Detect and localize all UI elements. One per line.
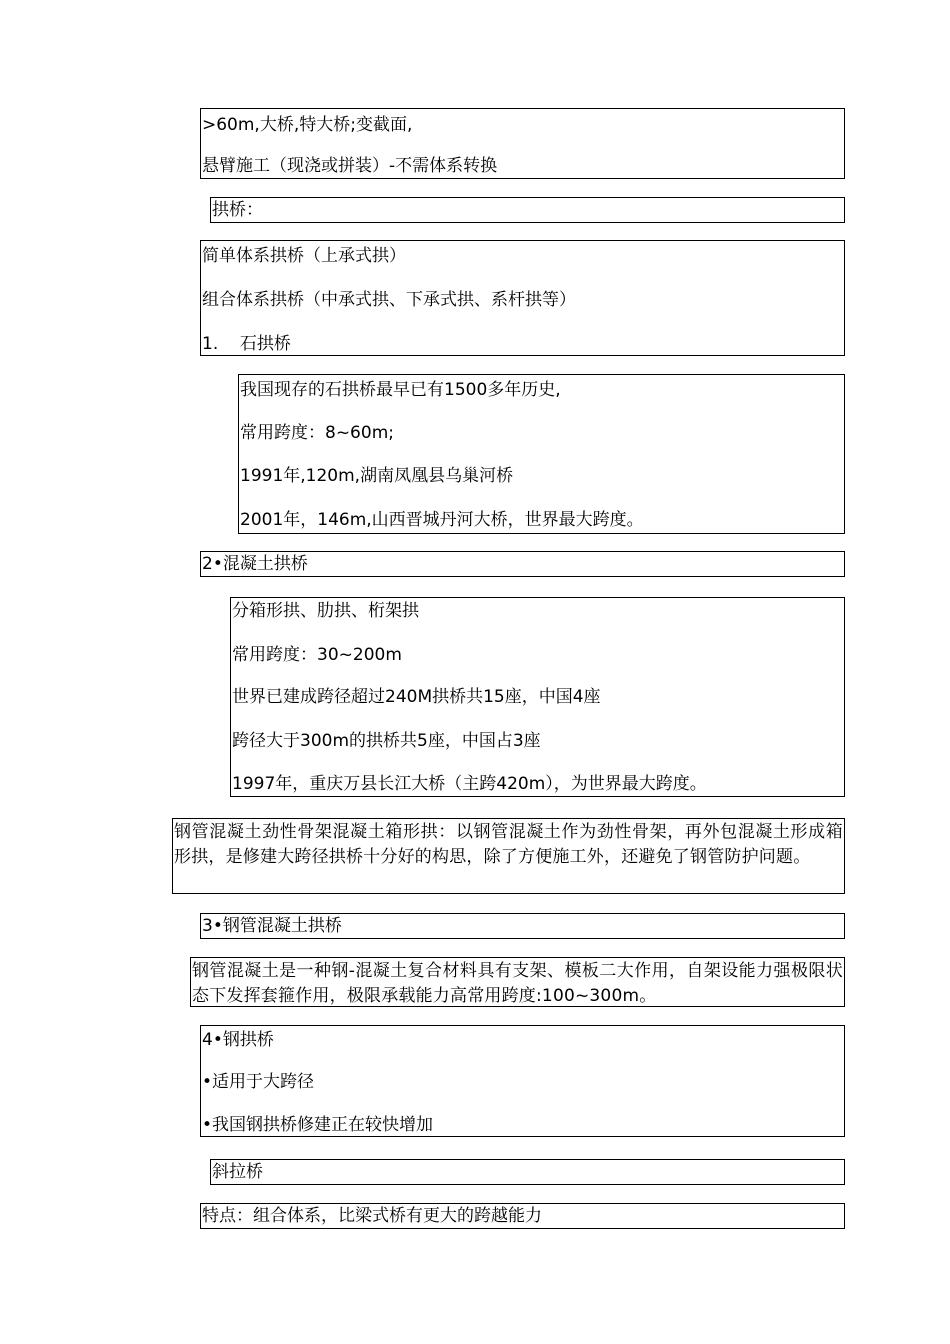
concrete-arch-line-2: 常用跨度：30~200m (232, 645, 402, 665)
stone-arch-line-1: 我国现存的石拱桥最早已有1500多年历史, (240, 380, 561, 400)
arch-types-box (200, 240, 845, 356)
concrete-arch-line-1: 分箱形拱、肋拱、桁架拱 (232, 601, 419, 621)
steel-tube-skeleton-box (172, 818, 845, 894)
steel-tube-box (190, 957, 845, 1007)
steel-arch-box (200, 1025, 845, 1137)
cable-stayed-feature: 特点：组合体系，比梁式桥有更大的跨越能力 (202, 1206, 542, 1226)
beam-bridge-line-2: 悬臂施工（现浇或拼装）-不需体系转换 (202, 156, 498, 176)
concrete-arch-heading: 2•混凝土拱桥 (202, 554, 308, 574)
concrete-arch-line-3: 世界已建成跨径超过240M拱桥共15座，中国4座 (232, 687, 601, 707)
stone-arch-line-3: 1991年,120m,湖南凤凰县乌巢河桥 (240, 466, 514, 486)
cable-stayed-feature-box (200, 1203, 845, 1229)
steel-tube-skeleton-text: 钢管混凝土劲性骨架混凝土箱形拱：以钢管混凝土作为劲性骨架，再外包混凝土形成箱形拱，是修建大跨径拱桥十分好的构思，除了方便施工外，还避免了钢管防护问题。 (174, 822, 843, 867)
beam-bridge-box (200, 108, 845, 179)
arch-heading: 拱桥： (212, 200, 263, 220)
cable-stayed-heading: 斜拉桥 (212, 1162, 263, 1182)
steel-arch-line-1: 4•钢拱桥 (202, 1030, 274, 1050)
concrete-arch-box (230, 597, 845, 797)
beam-bridge-line-1: >60m,大桥,特大桥;变截面, (202, 115, 413, 135)
concrete-arch-line-5: 1997年，重庆万县长江大桥（主跨420m），为世界最大跨度。 (232, 774, 707, 794)
stone-arch-box (238, 374, 845, 534)
arch-heading-box (210, 197, 845, 223)
cable-stayed-heading-box (210, 1159, 845, 1185)
steel-tube-heading-box (200, 913, 845, 939)
steel-arch-line-3: •我国钢拱桥修建正在较快增加 (202, 1115, 434, 1135)
arch-types-line-3: 1. 石拱桥 (202, 334, 291, 354)
stone-arch-line-2: 常用跨度：8~60m; (240, 423, 394, 443)
steel-arch-line-2: •适用于大跨径 (202, 1072, 315, 1092)
steel-tube-text: 钢管混凝土是一种钢-混凝土复合材料具有支架、模板二大作用，自架设能力强极限状态下发挥套箍作用，极限承载能力高常用跨度:100~300m。 (192, 961, 843, 1006)
arch-types-line-1: 简单体系拱桥（上承式拱） (202, 246, 406, 266)
concrete-arch-line-4: 跨径大于300m的拱桥共5座，中国占3座 (232, 731, 541, 751)
arch-types-line-2: 组合体系拱桥（中承式拱、下承式拱、系杆拱等） (202, 290, 576, 310)
stone-arch-line-4: 2001年，146m,山西晋城丹河大桥，世界最大跨度。 (240, 510, 644, 530)
steel-tube-heading: 3•钢管混凝土拱桥 (202, 916, 342, 936)
concrete-arch-heading-box (200, 551, 845, 577)
